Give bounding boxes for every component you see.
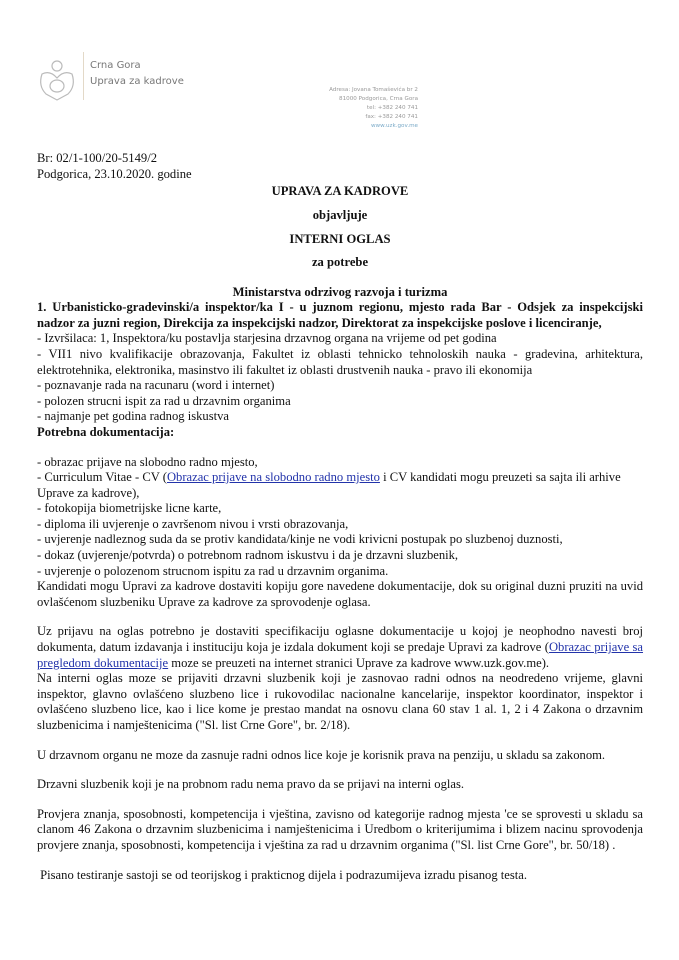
requirement-item: - Izvršilaca: 1, Inspektora/ku postavlja starjesina drzavnog organa na vrijeme od pet godina xyxy=(37,331,497,346)
form-review-link[interactable]: Obrazac prijave sa pregledom dokumentacije xyxy=(37,640,644,670)
letterhead-org xyxy=(90,58,184,90)
doc-item: - fotokopija biometrijske licne karte, xyxy=(37,501,222,516)
announces-text: objavljuje xyxy=(312,207,368,222)
paragraph-probation: Drzavni sluzbenik koji je na probnom radu nema pravo da se prijavi na interni oglas. xyxy=(37,777,465,792)
notice-title: INTERNI OGLAS xyxy=(289,232,391,247)
paragraph-written-test: Pisano testiranje sastoji se od teorijskog i prakticnog dijela i podrazumijeva izradu pisanog testa. xyxy=(37,867,527,882)
address-web: www.uzk.gov.me xyxy=(370,123,418,129)
address-tel: tel: +382 240 741 xyxy=(366,105,418,111)
requirement-item: - najmanje pet godina radnog iskustva xyxy=(37,409,230,424)
requirement-item: - polozen strucni ispit za rad u drzavnim organima xyxy=(37,393,291,408)
coat-of-arms-logo xyxy=(34,56,80,102)
doc-text: - Curriculum Vitae - CV ( xyxy=(37,470,167,485)
requirement-item: - poznavanje rada na racunaru (word i internet) xyxy=(37,378,275,393)
letterhead-divider xyxy=(83,52,84,100)
doc-item-cv xyxy=(37,470,643,501)
application-form-link[interactable]: Obrazac prijave na slobodno radno mjesto xyxy=(166,470,380,485)
position-title: 1. Urbanisticko-gradevinski/a inspektor/ka I - u juznom regionu, mjesto rada Bar - Odsjek za inspekcijski nadzor za juzni region, Direkcija za inspekcijski nadzor, Direktorat za inspekcijske poslove i licenciranje, xyxy=(37,300,643,330)
place-date: Podgorica, 23.10.2020. godine xyxy=(37,166,192,181)
paragraph-text: Uz prijavu na oglas potrebno je dostaviti specifikaciju oglasne dokumentacije u kojoj je neophodno navesti broj dokumenta, datum izdavanja i instituciju koja je izdala dokument koji se predaje Upravi za kadrove ( xyxy=(37,624,643,655)
for-needs-text: za potrebe xyxy=(311,254,369,269)
doc-text: i CV kandidati mogu preuzeti sa sajta ili arhive Uprave za kadrove), xyxy=(37,470,621,500)
doc-item: - uvjerenje nadleznog suda da se protiv kandidata/kinje ne vodi krivicni postupak po sluzbenoj duznosti, xyxy=(37,532,563,547)
address-street: Adresa: Jovana Tomaševića br 2 xyxy=(329,87,418,93)
org-country: Crna Gora xyxy=(90,60,141,71)
requirement-item: - VII1 nivo kvalifikacije obrazovanja, Fakultet iz oblasti tehnicko tehnoloskih nauka - gradevina, arhitektura, elektrotehnika, elektronika, masinstvo ili fakultet iz oblasti drustvenih nauka - pravo ili ekonomija xyxy=(37,346,643,377)
paragraph-pension: U drzavnom organu ne moze da zasnuje radni odnos lice koje je korisnik prava na penziju, u skladu sa zakonom. xyxy=(37,747,606,762)
doc-item: - obrazac prijave na slobodno radno mjesto, xyxy=(37,454,258,469)
address-city: 81000 Podgorica, Crna Gora xyxy=(339,96,418,102)
docs-note: Kandidati mogu Upravi za kadrove dostaviti kopiju gore navedene dokumentacije, dok su original duzni pruziti na uvid ovlašćenom sluzbeniku Uprave za kadrove za sprovodenje oglasa. xyxy=(37,579,643,609)
ministry-name: Ministarstva odrzivog razvoja i turizma xyxy=(232,284,448,299)
letterhead-address xyxy=(300,86,418,131)
org-name: Uprava za kadrove xyxy=(90,76,184,87)
paragraph-specification xyxy=(37,624,643,671)
address-fax: fax: +382 240 741 xyxy=(365,114,418,120)
issuer-title: UPRAVA ZA KADROVE xyxy=(271,184,409,199)
paragraph-text: moze se preuzeti na internet stranici Uprave za kadrove www.uzk.gov.me). xyxy=(168,655,550,670)
paragraph-testing: Provjera znanja, sposobnosti, kompetencija i vještina, zavisno od kategorije radnog mjesta 'ce se sprovesti u skladu sa clanom 46 Zakona o drzavnim sluzbenicima i namještenicima i Uredbom o kriterijumima i blizem nacinu sprovodenja provjere znanja, sposobnosti, kompetencija i vještina za rad u drzavnim organima ("Sl. list Crne Gore", br. 50/18) . xyxy=(37,806,643,852)
paragraph-eligibility: Na interni oglas moze se prijaviti drzavni sluzbenik koji je zasnovao radni odnos na neodredeno vrijeme, glavni inspektor, glavno ovlašćeno sluzbeno lice i rukovodilac nacionalne kancelarije, inspektor koordinator, inspektor i ovlašćeno sluzbeno lice, kao i lice kome je prestao mandat na osnovu clana 60 stav 1 al. 1, 2 i 4 Zakona o drzavnim sluzbenicima i namještenicima ("Sl. list Crne Gore", br. 2/18). xyxy=(37,671,643,732)
doc-item: - dokaz (uvjerenje/potvrda) o potrebnom radnom iskustvu i da je drzavni sluzbenik, xyxy=(37,548,459,563)
reference-number: Br: 02/1-100/20-5149/2 xyxy=(37,151,157,165)
doc-item: - uvjerenje o polozenom strucnom ispitu za rad u drzavnim organima. xyxy=(37,563,389,578)
docs-heading: Potrebna dokumentacija: xyxy=(37,424,175,439)
document-body xyxy=(37,151,643,883)
doc-item: - diploma ili uvjerenje o završenom nivou i vrsti obrazovanja, xyxy=(37,516,349,531)
